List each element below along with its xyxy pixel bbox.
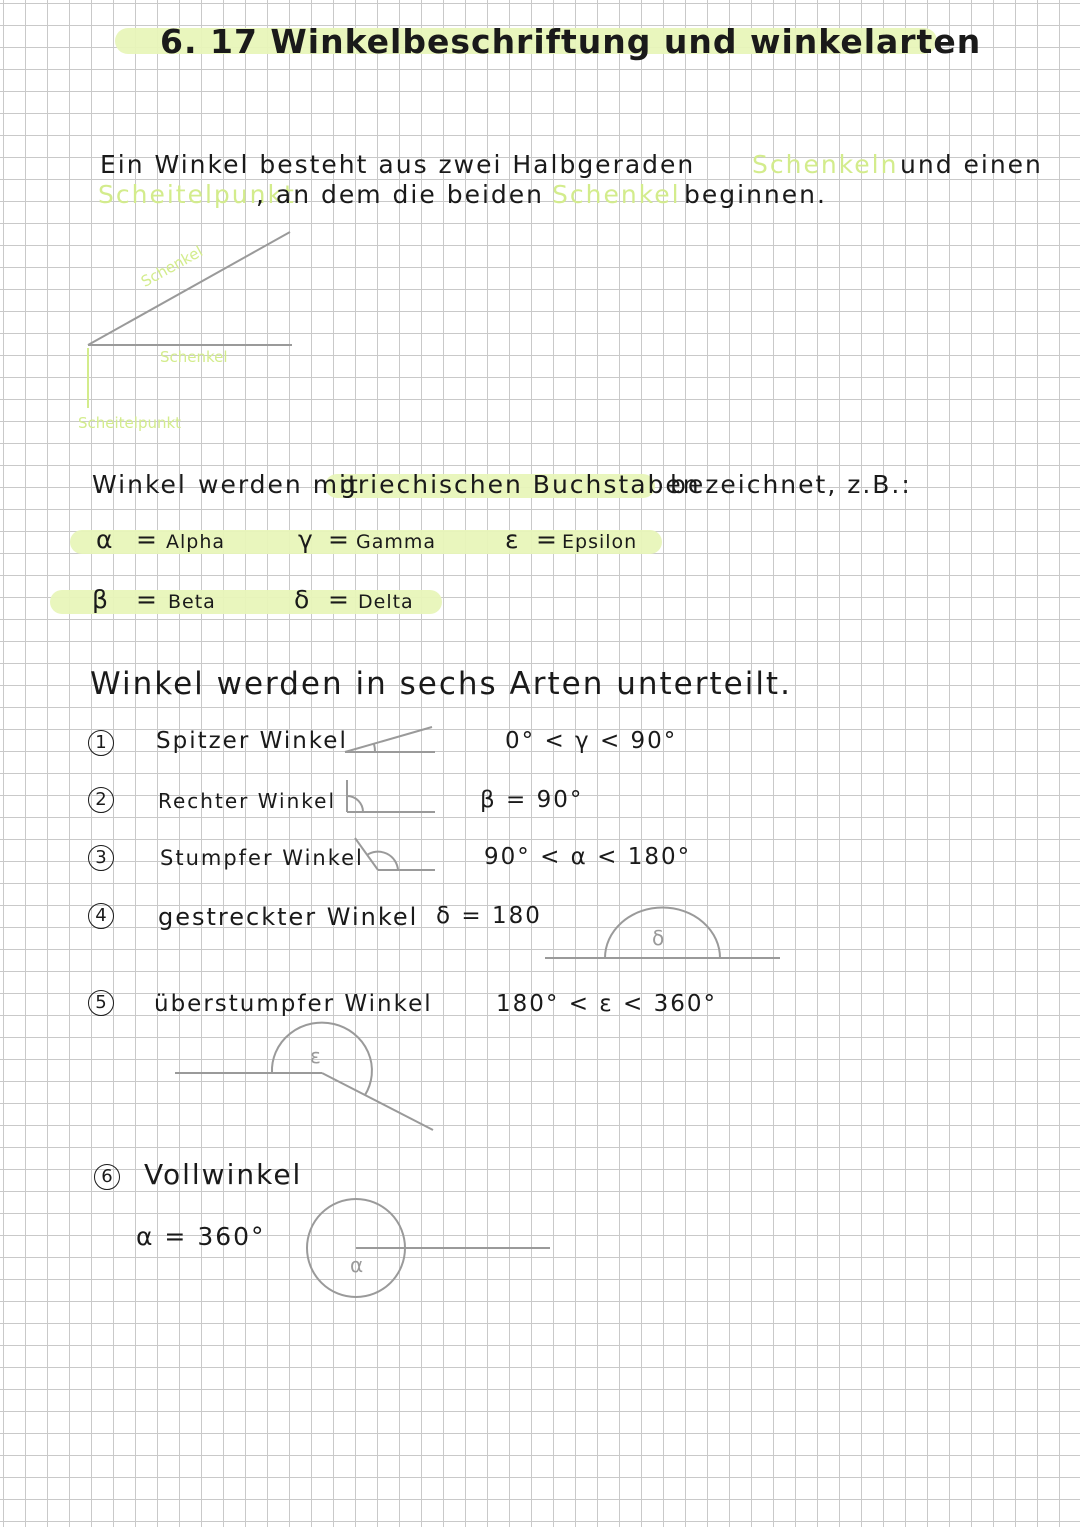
type-name-2: Rechter Winkel xyxy=(158,789,336,813)
intro-schenkel: Schenkel xyxy=(552,180,681,209)
greek-intro-end: bezeichnet, z.B.: xyxy=(670,470,912,499)
type-formula-2: β = 90° xyxy=(480,787,584,813)
greek-alpha-symbol: α xyxy=(96,525,115,554)
type-formula-3: 90° < α < 180° xyxy=(484,844,692,870)
greek-beta-eq: = xyxy=(136,585,159,614)
greek-beta-symbol: β xyxy=(92,585,110,614)
intro-an-dem: , an dem die beiden xyxy=(256,180,544,209)
greek-delta-eq: = xyxy=(328,585,351,614)
type-name-4: gestreckter Winkel xyxy=(158,903,419,931)
type-formula-5: 180° < ε < 360° xyxy=(496,991,718,1017)
greek-intro-winkel: Winkel xyxy=(92,470,187,499)
type-number-2: 2 xyxy=(88,787,114,813)
intro-beginnen: beginnen. xyxy=(684,180,827,209)
greek-gamma-name: Gamma xyxy=(356,531,437,553)
types-heading: Winkel werden in sechs Arten unterteilt. xyxy=(90,666,792,702)
greek-epsilon-eq: = xyxy=(536,525,559,554)
greek-epsilon-symbol: ε xyxy=(505,525,521,554)
greek-beta-name: Beta xyxy=(168,591,216,613)
greek-gamma-eq: = xyxy=(328,525,351,554)
diagram-label-schenkel-bottom: Schenkel xyxy=(160,348,228,366)
greek-delta-name: Delta xyxy=(358,591,414,613)
type-number-1: 1 xyxy=(88,730,114,756)
type-name-3: Stumpfer Winkel xyxy=(160,846,364,870)
type-formula-4: δ = 180 xyxy=(436,903,542,929)
page-title: 6. 17 Winkelbeschriftung und winkelarten xyxy=(160,22,982,61)
type-number-6: 6 xyxy=(94,1164,120,1190)
greek-epsilon-name: Epsilon xyxy=(562,531,638,553)
type-number-3: 3 xyxy=(88,845,114,871)
intro-text: Ein Winkel besteht aus zwei Halbgeraden xyxy=(100,150,696,179)
figure-delta-symbol: δ xyxy=(652,926,665,950)
type-formula-6: α = 360° xyxy=(136,1222,266,1251)
greek-gamma-symbol: γ xyxy=(298,525,315,554)
type-number-4: 4 xyxy=(88,903,114,929)
type-formula-1: 0° < γ < 90° xyxy=(505,728,678,754)
type-name-1: Spitzer Winkel xyxy=(156,728,348,754)
type-name-5: überstumpfer Winkel xyxy=(154,991,433,1017)
figure-alpha-symbol: α xyxy=(350,1253,364,1277)
diagram-label-scheitelpunkt: Scheitelpunkt xyxy=(78,414,182,432)
type-name-6: Vollwinkel xyxy=(144,1158,303,1191)
intro-schenkeln: Schenkeln xyxy=(752,150,899,179)
intro-scheitelpunkt: Scheitelpunkt xyxy=(98,180,296,209)
greek-intro-text: werden mit xyxy=(198,470,360,499)
greek-intro-highlight: griechischen Buchstaben xyxy=(340,470,701,499)
figure-epsilon-symbol: ε xyxy=(310,1044,321,1068)
greek-alpha-eq: = xyxy=(136,525,159,554)
greek-delta-symbol: δ xyxy=(294,585,312,614)
diagram-label-schenkel-top: Schenkel xyxy=(138,242,206,291)
greek-alpha-name: Alpha xyxy=(166,531,226,553)
intro-und-einen: und einen xyxy=(900,150,1043,179)
type-number-5: 5 xyxy=(88,990,114,1016)
